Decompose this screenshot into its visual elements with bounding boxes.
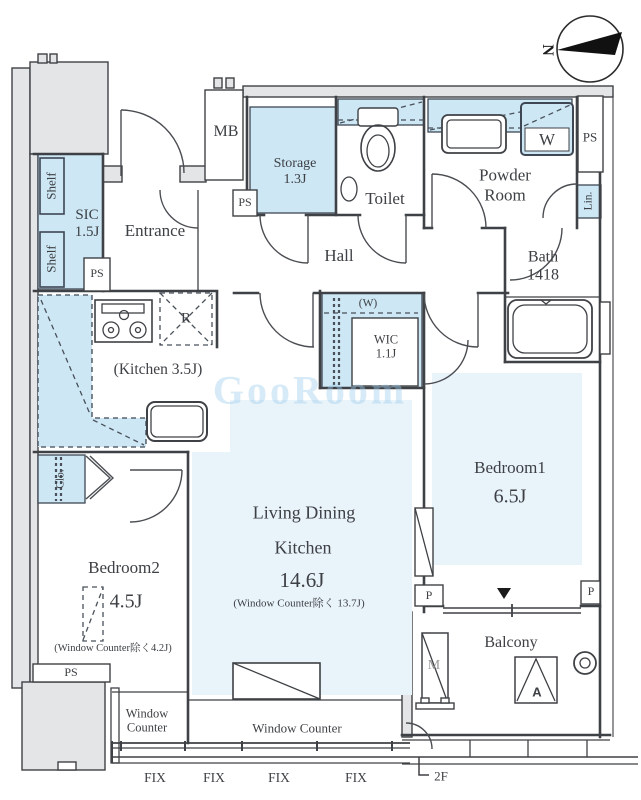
shelf-bottom-label: Shelf	[43, 245, 59, 273]
fix-label-4: FIX	[345, 770, 367, 786]
wic-w-label: (W)	[358, 297, 378, 310]
ldk-note: (Window Counter除く 13.7J)	[233, 597, 365, 610]
sic-label: SIC 1.5J	[74, 206, 100, 240]
bedroom2-desk	[83, 587, 103, 641]
p-right-label: P	[587, 584, 595, 599]
window-counter-large-label: Window Counter	[252, 720, 342, 736]
entrance-door-swing	[121, 110, 184, 173]
fix-label-3: FIX	[268, 770, 290, 786]
ldk-size: 14.6J	[279, 567, 325, 592]
mb-label: MB	[213, 122, 239, 140]
linen-door	[543, 184, 577, 218]
stove	[95, 300, 152, 342]
floor-label: 2F	[434, 768, 448, 784]
balcony-label: Balcony	[484, 633, 538, 651]
ps-sic-label: PS	[90, 266, 104, 281]
refrigerator-label: R	[180, 310, 192, 327]
bedroom2-label: Bedroom2	[88, 558, 160, 578]
meter-label: M	[427, 657, 441, 673]
wic-label: WIC 1.1J	[373, 332, 399, 361]
bedroom1-size: 6.5J	[493, 485, 527, 508]
toilet-label: Toilet	[365, 189, 405, 209]
powder-room-door	[432, 174, 486, 228]
bedroom2-size: 4.5J	[109, 590, 143, 613]
ldk-label-line1: Living Dining	[252, 502, 356, 523]
ps-hall-label: PS	[238, 195, 252, 210]
bathtub	[508, 300, 592, 358]
ldk-label-line2: Kitchen	[274, 537, 332, 558]
entry-direction-marker	[497, 588, 511, 599]
compass	[539, 16, 623, 82]
ps-bottom-label: PS	[64, 665, 78, 680]
window-counter-small-label: Window Counter	[125, 706, 169, 735]
bedroom2-note: (Window Counter除く4.2J)	[54, 642, 172, 654]
fix-label-1: FIX	[144, 770, 166, 786]
toilet-door	[358, 215, 406, 263]
bedroom2-door	[130, 470, 182, 522]
aircon-label: A	[532, 684, 542, 700]
powder-room-label: Powder Room	[479, 165, 531, 204]
kitchen-sink	[147, 402, 207, 441]
bedroom1-door	[424, 293, 478, 347]
entrance-label: Entrance	[124, 221, 186, 241]
hall-label: Hall	[324, 246, 354, 266]
drain-cap	[574, 652, 596, 674]
compass-n-label: N	[539, 44, 556, 56]
bath-label: Bath 1418	[527, 248, 559, 284]
closet-label: Clo.	[54, 469, 67, 489]
vanity-sink	[442, 115, 506, 153]
fix-label-2: FIX	[203, 770, 225, 786]
kitchen-label: (Kitchen 3.5J)	[113, 361, 203, 379]
washer-label: W	[538, 130, 556, 150]
pillar-duct	[415, 508, 433, 576]
ldk-counter	[233, 663, 320, 699]
storage-door	[260, 215, 308, 263]
linen-label: Lin.	[582, 191, 595, 211]
ps-right-label: PS	[582, 129, 598, 145]
shelf-top-label: Shelf	[43, 172, 59, 200]
bath-window	[600, 302, 610, 354]
watermark: GooRoom	[212, 367, 408, 413]
p-left-label: P	[425, 588, 433, 603]
ldk-door	[260, 293, 314, 347]
bedroom1-label: Bedroom1	[474, 458, 546, 478]
floor-marker-bracket	[419, 757, 429, 775]
storage-label: Storage 1.3J	[273, 155, 317, 187]
